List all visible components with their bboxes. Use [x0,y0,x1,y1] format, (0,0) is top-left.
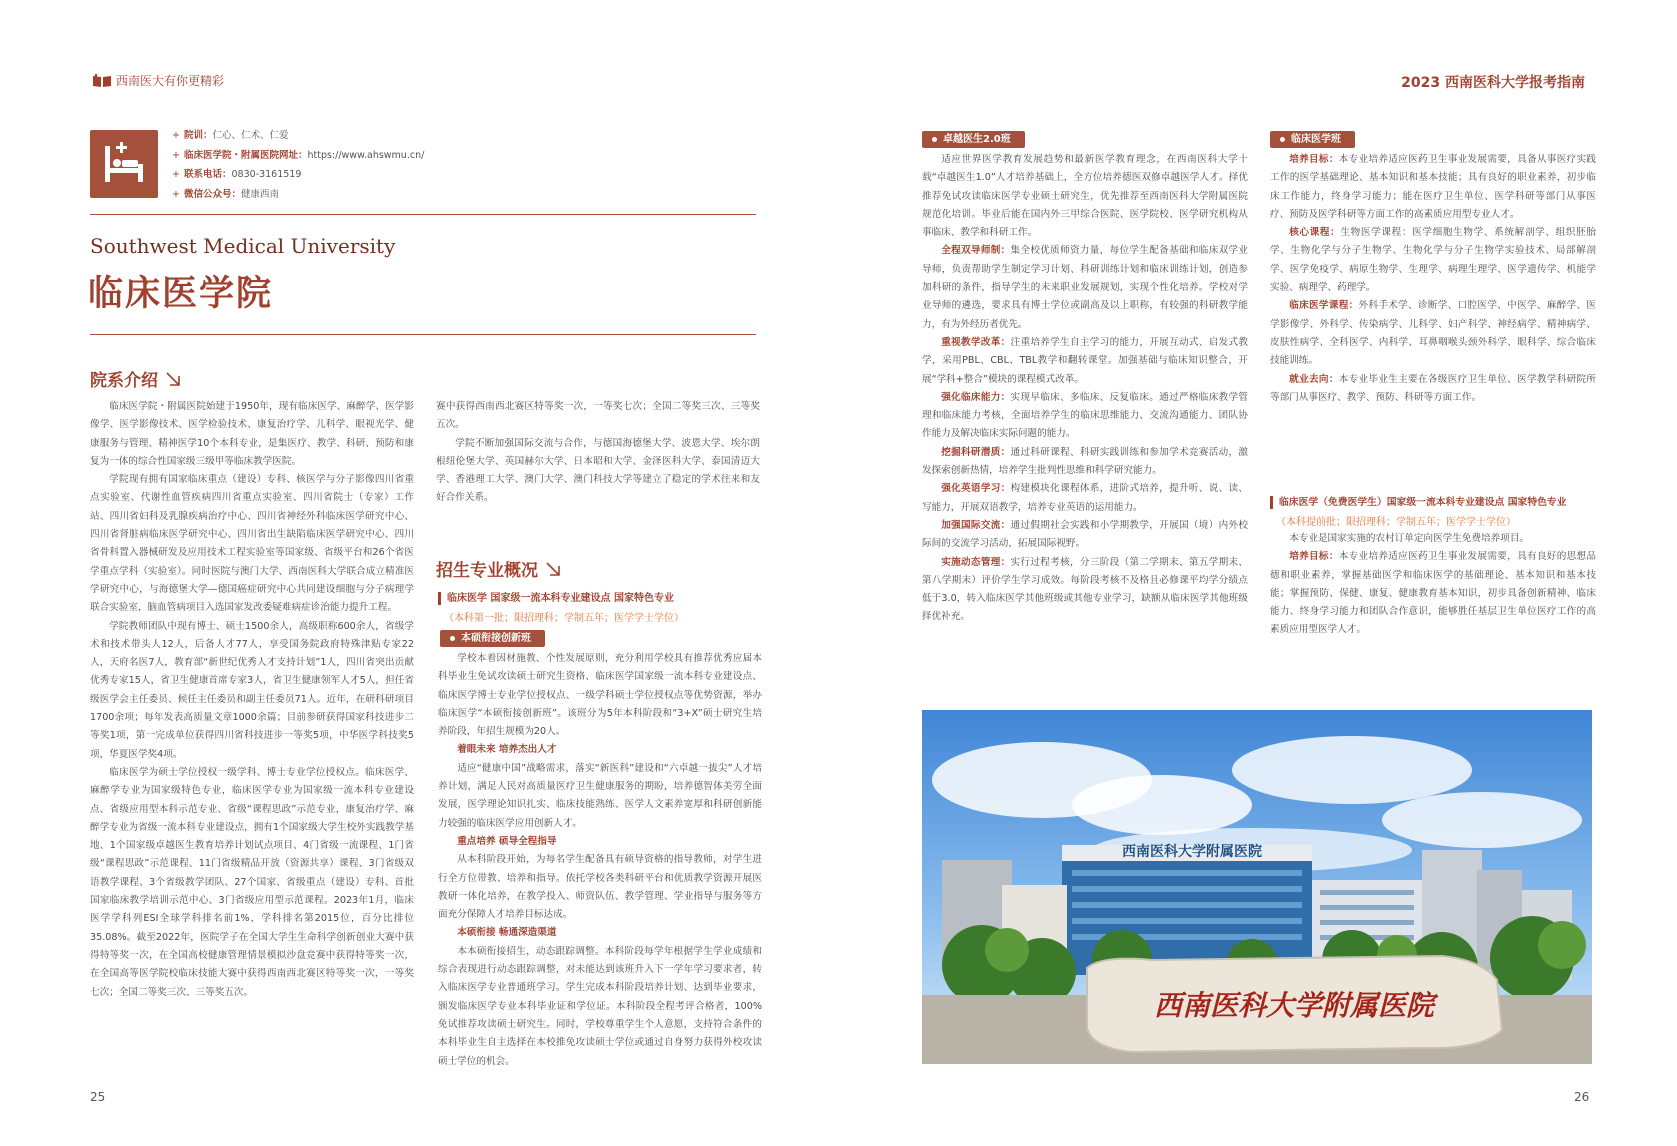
page-number-left: 25 [90,1090,106,1104]
free-medical-column [1270,530,1596,640]
arrow-down-right-icon [164,370,182,388]
feature-item [922,480,1248,517]
hospital-bed-logo [90,130,158,198]
feature-text: 集全校优质师资力量，每位学生配备基础和临床双学业导师，负责帮助学生制定学习计划、科研训练计划和临床训练计划，创造参加科研的条件，指导学生的未来职业发展规划，实现个性化培养。学校对学业导师的遴选，要求具有博士学位或副高及以上职称，有较强的科研教学能力，有为外经历者优先。 [922,245,1249,330]
feature-item [1270,224,1596,297]
feature-label: 临床医学课程： [1289,300,1359,312]
feature-label: 重视教学改革： [941,336,1011,348]
class-pill-clinical [1270,131,1355,148]
feature-item [922,389,1248,444]
feature-label: 就业去向： [1289,373,1339,385]
feature-item [1270,151,1596,224]
feature-item [922,242,1248,333]
feature-text: 通过科研课程、科研实践训练和参加学术竞赛活动，激发探索创新热情，培养学生批判性思维和科学研究能力。 [922,446,1249,477]
sub-heading: 着眼未来 培养杰出人才 [457,744,557,756]
section-heading-majors-text: 招生专业概况 [436,561,538,581]
feature-item [922,554,1248,627]
info-row-motto: + 院训：仁心、仁术、仁爱 [172,130,289,141]
divider-top [90,214,756,215]
feature-text: 本专业培养适应医药卫生事业发展需要，具有良好的思想品德和职业素养，掌握基础医学和临床医学的基础理论、基本知识和基本技能；掌握预防、保健、康复、健康教育基本知识，初步具备创新精神、临床能力、终身学习能力和团队合作意识，能够胜任基层卫生单位医疗工作的高素质应用型医学人才。 [1270,551,1597,636]
feature-label: 培养目标： [1289,551,1339,563]
intro-paragraph: 学院不断加强国际交流与合作，与德国海德堡大学、波恩大学、埃尔朗根纽伦堡大学、英国赫尔大学、日本昭和大学、金泽医科大学、泰国清迈大学、香港理工大学、澳门大学、澳门科技大学等建立了稳定的学术往来和友好合作关系。 [436,437,760,504]
open-book-icon [92,74,112,88]
divider-title [90,334,756,335]
intro-column-2 [436,398,760,508]
building-sign-text: 西南医科大学附属医院 [1122,844,1262,860]
feature-text: 注重培养学生自主学习的能力，开展互动式、启发式教学，采用PBL、CBL、TBL教学和翻转课堂。加强基础与临床知识整合，开展“学科+整合”模块的课程模式改革。 [922,336,1249,385]
feature-text: 实现早临床、多临床、反复临床。通过严格临床教学管理和临床能力考核，全面培养学生的临床思维能力、交流沟通能力、团队协作能力及解决临床实际问题的能力。 [922,391,1249,440]
undergrad-master-column [438,650,762,1071]
page-number-right: 26 [1574,1090,1590,1104]
feature-label: 培养目标： [1289,154,1339,165]
feature-label: 加强国际交流： [941,519,1011,531]
feature-item [922,444,1248,481]
page-title: 临床医学院 [88,274,274,314]
intro-paragraph: 学院教师团队中现有博士、硕士1500余人，高级职称600余人，省级学术和技术带头人12人，后备人才77人，享受国务院政府特殊津贴专家22人，天府名医7人，教育部“新世纪优秀人才支持计划”1人，四川省突出贡献优秀专家15人，省卫生健康首席专家3人，省卫生健康领军人才5人，担任省级医学会主任委员、候任主任委员和副主任委员71人。近年，在研科研项目1700余项；每年发表高质量文章1000余篇；目前参研获得国家科技进步二等奖1项，第一完成单位获得四川省科技进步一等奖5项，中华医学科技奖5项，华夏医学奖4项。 [90,620,414,760]
intro-paragraph: 临床医学为硕士学位授权一级学科、博士专业学位授权点。临床医学、麻醉学专业为国家级特色专业，临床医学专业为国家级一流本科专业建设点、省级应用型本科示范专业、省级“课程思政”示范专业，康复治疗学、麻醉学专业为省级一流本科专业建设点，拥有1个国家级大学生校外实践教学基地、1个国家级卓越医生教育培养计划试点项目、4门省级一流课程、1门省级“课程思政”示范课程、11门省级精品开放（资源共享）课程、3门省级双语教学课程、3个省级教学团队、27个国家、省级重点（建设）专科、首批国家临床教学培训示范中心、3门省级应用型示范课程。2023年1月，临床医学学科列ESI全球学科排名前1%，学科排名第2015位，百分比排位35.08%。截至2022年，医院学子在全国大学生生命科学创新创业大赛中获得特等奖一次，在全国高校健康管理情景模拟沙盘竞赛中获得特等奖一次，在全国高等医学院校临床技能大赛中获得西南西北赛区特等奖一次，一等奖七次；全国二等奖三次、三等奖五次。 [90,766,414,998]
class-pill-label: 临床医学班 [1291,134,1341,145]
feature-label: 挖掘科研潜质： [941,446,1011,458]
sub-heading: 重点培养 硕导全程指导 [457,835,557,847]
info-row-website: + 临床医学院・附属医院网址：https://www.ahswmu.cn/ [172,149,425,161]
feature-text: 本专业毕业生主要在各级医疗卫生单位、医学教学科研院所等部门从事医疗、教学、预防、科研等方面工作。 [1270,373,1597,403]
feature-label: 实施动态管理： [941,556,1011,568]
hospital-photo-illustration [922,710,1592,1064]
sub-heading: 本硕衔接 畅通深造渠道 [457,927,557,939]
arrow-down-right-icon [544,560,562,578]
feature-item [1270,297,1596,370]
english-title: Southwest Medical University [90,234,396,258]
class-intro: 学校本着因材施教、个性发展原则，充分利用学校具有推荐优秀应届本科毕业生免试攻读硕士研究生资格、临床医学国家级一流本科专业建设点、临床医学博士专业学位授权点、一级学科硕士学位授权点等优势资源，举办临床医学“本硕衔接创新班”。该班分为5年本科阶段和“3+X”硕士研究生培养阶段，年招生规模为20人。 [438,653,762,738]
intro-column-1 [90,398,414,1016]
sub-paragraph: 本本硕衔接招生，动态跟踪调整。本科阶段每学年根据学生学业成绩和综合表现进行动态跟踪调整，对未能达到该班升入下一学年学习要求者，转入临床医学专业普通班学习。学生完成本科阶段培养计划、达到毕业要求，颁发临床医学专业本科毕业证和学位证。本科阶段全程考评合格者，100%免试推荐攻读硕士研究生。同时，学校尊重学生个人意愿，支持符合条件的本科毕业生自主选择在本校推免攻读硕士学位或通过自身努力获得外校攻读硕士学位的机会。 [438,945,762,1067]
contact-info [172,126,424,204]
info-row-wechat: + 微信公众号：健康西南 [172,188,279,200]
major-free-medical-subtitle: （本科提前批；限招理科；学制五年；医学学士学位） [1276,517,1516,528]
feature-text: 构建模块化课程体系，进阶式培养，提升听、说、读、写能力，开展双语教学，培养专业英语的运用能力。 [922,483,1249,513]
feature-text: 通过假期社会实践和小学期教学，开展国（境）内外校际间的交流学习活动，拓展国际视野。 [922,519,1249,550]
intro-paragraph: 临床医学院・附属医院始建于1950年，现有临床医学、麻醉学、医学影像学、医学影像技术、医学检验技术、康复治疗学、儿科学、眼视光学、健康服务与管理、精神医学10个本科专业，是集医疗、教学、科研、预防和康复为一体的综合性国家级三级甲等临床教学医院。 [90,401,414,467]
feature-text: 本专业培养适应医药卫生事业发展需要，具备从事医疗实践工作的医学基础理论、基本知识和基本技能；具有良好的职业素养，初步临床工作能力，终身学习能力；能在医疗卫生单位、医学科研等部门从事医疗、预防及医学科研等方面工作的高素质应用型专业人才。 [1270,154,1597,220]
major-free-medical-title: 临床医学（免费医学生）国家级一流本科专业建设点 国家特色专业 [1270,496,1567,509]
intro-paragraph-continued: 赛中获得西南西北赛区特等奖一次，一等奖七次；全国二等奖三次、三等奖五次。 [436,401,760,431]
left-header-text: 西南医大有你更精彩 [116,74,225,88]
feature-item [922,517,1248,554]
sub-paragraph: 从本科阶段开始，为每名学生配备具有硕导资格的指导教师，对学生进行全方位带教、培养和指导。依托学校各类科研平台和优质教学资源开展医教研一体化培养，在教学投入、师资队伍、教学管理、学业指导与服务等方面充分保障人才培养目标达成。 [438,854,762,921]
class-pill-undergrad-master [440,630,545,647]
class-pill-excellent-doctor [922,131,1025,148]
feature-text: 实行过程考核，分三阶段（第二学期末、第五学期末、第八学期末）评价学生学习成效。每阶段考核不及格且必修课平均学分绩点低于3.0，转入临床医学其他班级或其他专业学习，缺额从临床医学其他班级择优补充。 [922,556,1249,623]
feature-label: 强化临床能力： [941,391,1011,403]
hospital-bed-icon [90,130,158,198]
section-heading-intro-text: 院系介绍 [90,371,158,391]
left-running-header [92,72,224,89]
clinical-class-column [1270,151,1596,407]
stone-inscription-text: 西南医科大学附属医院 [1153,989,1435,1022]
feature-text: 生物医学课程：医学细胞生物学、系统解剖学、组织胚胎学、生物化学与分子生物学、生物化学与分子生物学实验技术、局部解剖学、医学免疫学、病原生物学、生理学、病理生理学、医学遗传学、机能学实验、病理学、药理学。 [1270,227,1597,294]
feature-item [1270,371,1596,408]
sub-paragraph: 适应“健康中国”战略需求，落实“新医科”建设和“六卓越一拔尖”人才培养计划，满足人民对高质量医疗卫生健康服务的期盼，培养德智体美劳全面发展，医学理论知识扎实、临床技能熟练、医学人文素养宽厚和科研创新能力较强的临床医学应用创新人才。 [438,762,762,829]
excellent-doctor-column [922,151,1248,627]
feature-text: 外科手术学、诊断学、口腔医学、中医学、麻醉学、医学影像学、外科学、传染病学、儿科学、妇产科学、神经病学、精神病学、皮肤性病学、全科医学、内科学、耳鼻咽喉头颈外科学、眼科学、综合临床技能训练。 [1270,300,1597,367]
major-clinical-subtitle: （本科第一批；限招理科；学制五年；医学学士学位） [444,613,684,624]
section-heading-majors [436,556,562,581]
section-heading-intro [90,366,182,391]
info-row-phone: + 联系电话：0830-3161519 [172,169,302,180]
feature-item [1270,548,1596,639]
class-intro: 适应世界医学教育发展趋势和最新医学教育理念，在西南医科大学十载“卓越医生1.0”人才培养基础上，全方位培养德医双修卓越医学人才。择优推荐免试攻读临床医学专业硕士研究生，优先推荐至西南医科大学附属医院规范化培训。毕业后能在国内外三甲综合医院、医学院校、医学研究机构从事临床、教学和科研工作。 [922,154,1248,239]
major-clinical-title: 临床医学 国家级一流本科专业建设点 国家特色专业 [438,592,674,605]
feature-item [922,334,1248,389]
major-intro: 本专业是国家实施的农村订单定向医学生免费培养项目。 [1289,533,1530,544]
right-running-header: 2023 西南医科大学报考指南 [1401,75,1585,91]
class-pill-label: 卓越医生2.0班 [943,134,1011,145]
hospital-photo [922,710,1592,1064]
feature-label: 核心课程： [1289,227,1341,239]
feature-label: 强化英语学习： [941,483,1011,495]
intro-paragraph: 学院现有拥有国家临床重点（建设）专科、核医学与分子影像四川省重点实验室、代谢性血管疾病四川省重点实验室、四川省院士（专家）工作站、四川省妇科及乳腺疾病治疗中心、四川省神经外科临床医学研究中心、四川省肾脏病临床医学研究中心、四川省出生缺陷临床医学研究中心、四川省骨科置入器械研发及应用技术工程实验室等国家级、省级平台和26个省医学重点学科（实验室）。同时医院与澳门大学、西南医科大学联合成立精准医学研究中心，与海德堡大学—德国癌症研究中心共同建设细胞与分子病理学联合实验室，脑血管病项目入选国家发改委疑难病症诊治能力提升工程。 [90,474,414,614]
class-pill-label: 本硕衔接创新班 [461,633,531,644]
feature-label: 全程双导师制： [941,245,1011,257]
